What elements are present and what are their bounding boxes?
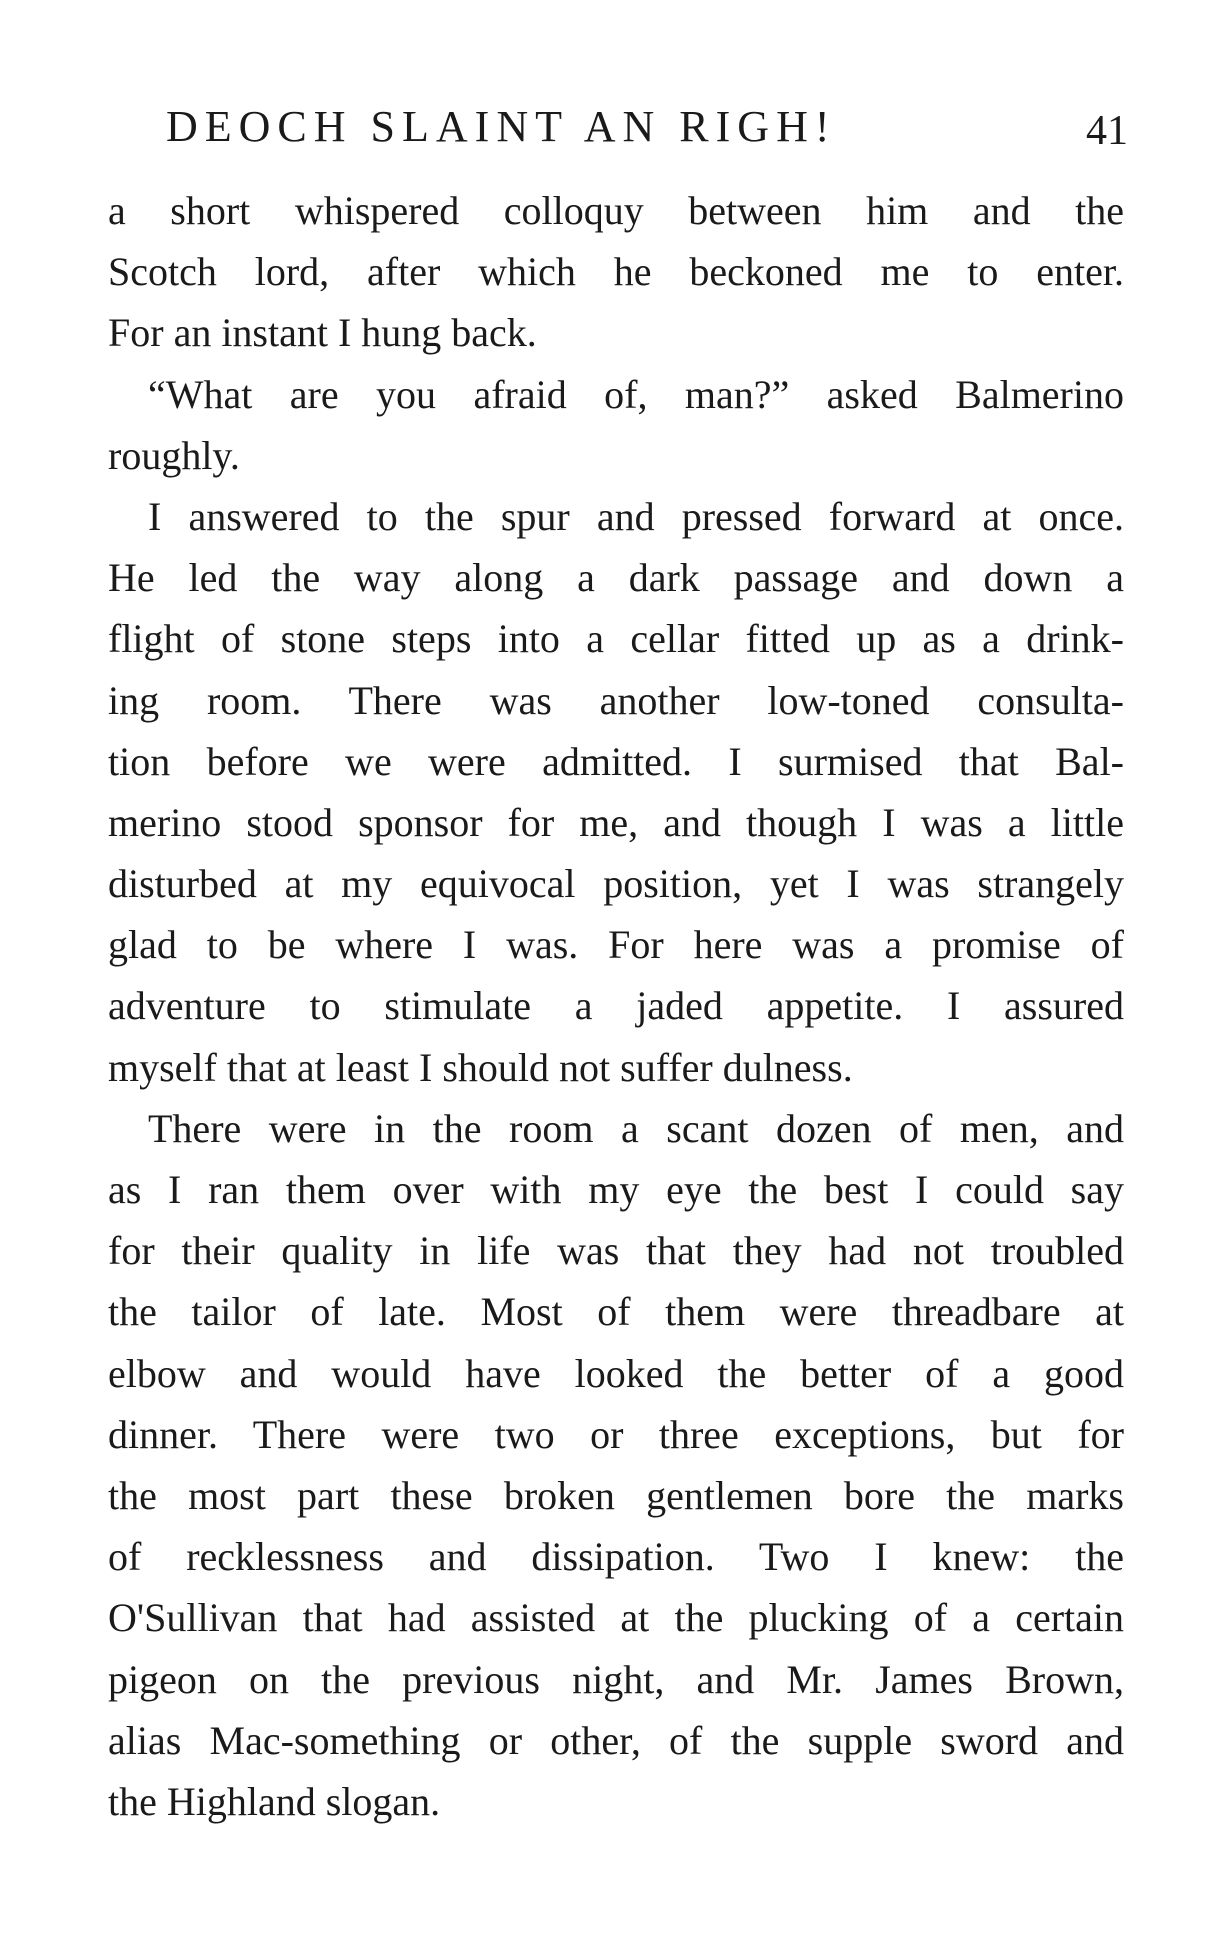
text-line: There were in the room a scant dozen of men, and xyxy=(148,1105,1124,1151)
text-line: disturbed at my equivocal position, yet I was strangely xyxy=(108,861,1124,907)
text-line: “What are you afraid of, man?” asked Balmerino xyxy=(148,371,1124,417)
text-line: myself that at least I should not suffer dulness. xyxy=(108,1044,853,1090)
text-line: pigeon on the previous night, and Mr. James Brown, xyxy=(108,1656,1124,1702)
running-title: DEOCH SLAINT AN RIGH! xyxy=(166,102,837,151)
page-number: 41 xyxy=(1086,108,1128,154)
text-line: alias Mac-something or other, of the supple sword and xyxy=(108,1717,1124,1763)
text-line: roughly. xyxy=(108,432,240,478)
text-line: glad to be where I was. For here was a promise of xyxy=(108,922,1124,968)
text-line: the most part these broken gentlemen bore the marks xyxy=(108,1472,1124,1518)
text-line: for their quality in life was that they had not troubled xyxy=(108,1228,1124,1274)
text-line: ing room. There was another low-toned consulta- xyxy=(108,677,1124,723)
text-line: the tailor of late. Most of them were threadbare at xyxy=(108,1289,1124,1335)
text-line: He led the way along a dark passage and down a xyxy=(108,555,1124,601)
text-line: tion before we were admitted. I surmised that Bal- xyxy=(108,738,1124,784)
text-line: flight of stone steps into a cellar fitted up as a drink- xyxy=(108,616,1124,662)
text-line: Scotch lord, after which he beckoned me to enter. xyxy=(108,249,1124,295)
text-line: merino stood sponsor for me, and though I was a little xyxy=(108,799,1124,845)
text-line: as I ran them over with my eye the best I could say xyxy=(108,1167,1124,1212)
text-line: of recklessness and dissipation. Two I knew: the xyxy=(108,1534,1124,1580)
running-head xyxy=(108,92,1128,162)
text-line: adventure to stimulate a jaded appetite. I assured xyxy=(108,983,1124,1029)
text-line: dinner. There were two or three exceptions, but for xyxy=(108,1411,1124,1457)
body-text xyxy=(108,180,1124,1832)
text-line: For an instant I hung back. xyxy=(108,310,537,356)
text-line: elbow and would have looked the better of a good xyxy=(108,1350,1124,1396)
text-line: a short whispered colloquy between him and the xyxy=(108,188,1124,233)
text-line: O'Sullivan that had assisted at the plucking of a certain xyxy=(108,1595,1124,1641)
text-line: the Highland slogan. xyxy=(108,1778,441,1824)
text-line: I answered to the spur and pressed forward at once. xyxy=(148,493,1124,539)
